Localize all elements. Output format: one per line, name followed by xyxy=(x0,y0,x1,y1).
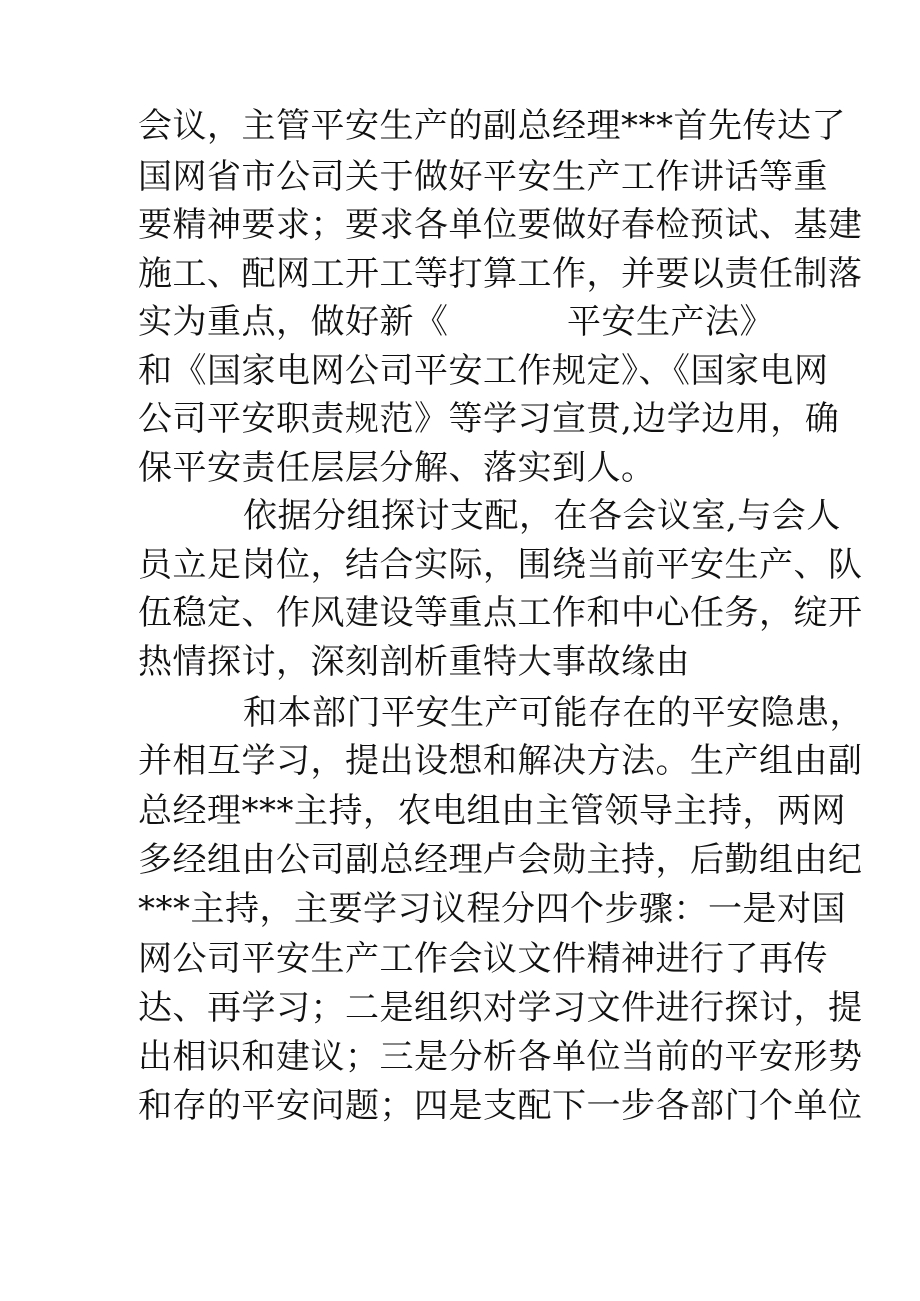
text-line: 热情探讨，深刻剖析重特大事故缘由 xyxy=(138,642,690,682)
text-line: 施工、配网工开工等打算工作，并要以责任制落 xyxy=(138,254,863,294)
text-line: 总经理***主持，农电组由主管领导主持，两网 xyxy=(138,791,846,831)
text-line: 国网省市公司关于做好平安生产工作讲话等重 xyxy=(138,157,828,197)
text-line: 达、再学习；二是组织对学习文件进行探讨，提 xyxy=(138,988,863,1028)
text-line: 保平安责任层层分解、落实到人。 xyxy=(138,448,656,488)
text-line: ***主持，主要学习议程分四个步骤：一是对国 xyxy=(138,889,846,929)
text-line: 出相识和建议；三是分析各单位当前的平安形势 xyxy=(138,1037,863,1077)
text-line: 并相互学习，提出设想和解决方法。生产组由副 xyxy=(138,741,863,781)
text-line: 依据分组探讨支配，在各会议室,与会人 xyxy=(243,496,841,536)
text-line: 会议，主管平安生产的副总经理***首先传达了 xyxy=(138,106,846,146)
text-line: 多经组由公司副总经理卢会勋主持，后勤组由纪 xyxy=(138,840,863,880)
text-line: 网公司平安生产工作会议文件精神进行了再传 xyxy=(138,939,828,979)
text-line: 员立足岗位，结合实际，围绕当前平安生产、队 xyxy=(138,545,863,585)
text-line: 和本部门平安生产可能存在的平安隐患， xyxy=(243,693,864,733)
text-line: 要精神要求；要求各单位要做好春检预试、基建 xyxy=(138,205,863,245)
text-line: 公司平安职责规范》等学习宣贯,边学边用，确 xyxy=(138,399,840,439)
text-line: 和存的平安问题；四是支配下一步各部门个单位 xyxy=(138,1086,863,1126)
text-line: 实为重点，做好新《 xyxy=(138,302,449,342)
text-line: 伍稳定、作风建设等重点工作和中心任务，绽开 xyxy=(138,593,863,633)
text-line: 平安生产法》 xyxy=(567,302,774,342)
text-line: 和《国家电网公司平安工作规定》、《国家电网 xyxy=(138,351,829,391)
